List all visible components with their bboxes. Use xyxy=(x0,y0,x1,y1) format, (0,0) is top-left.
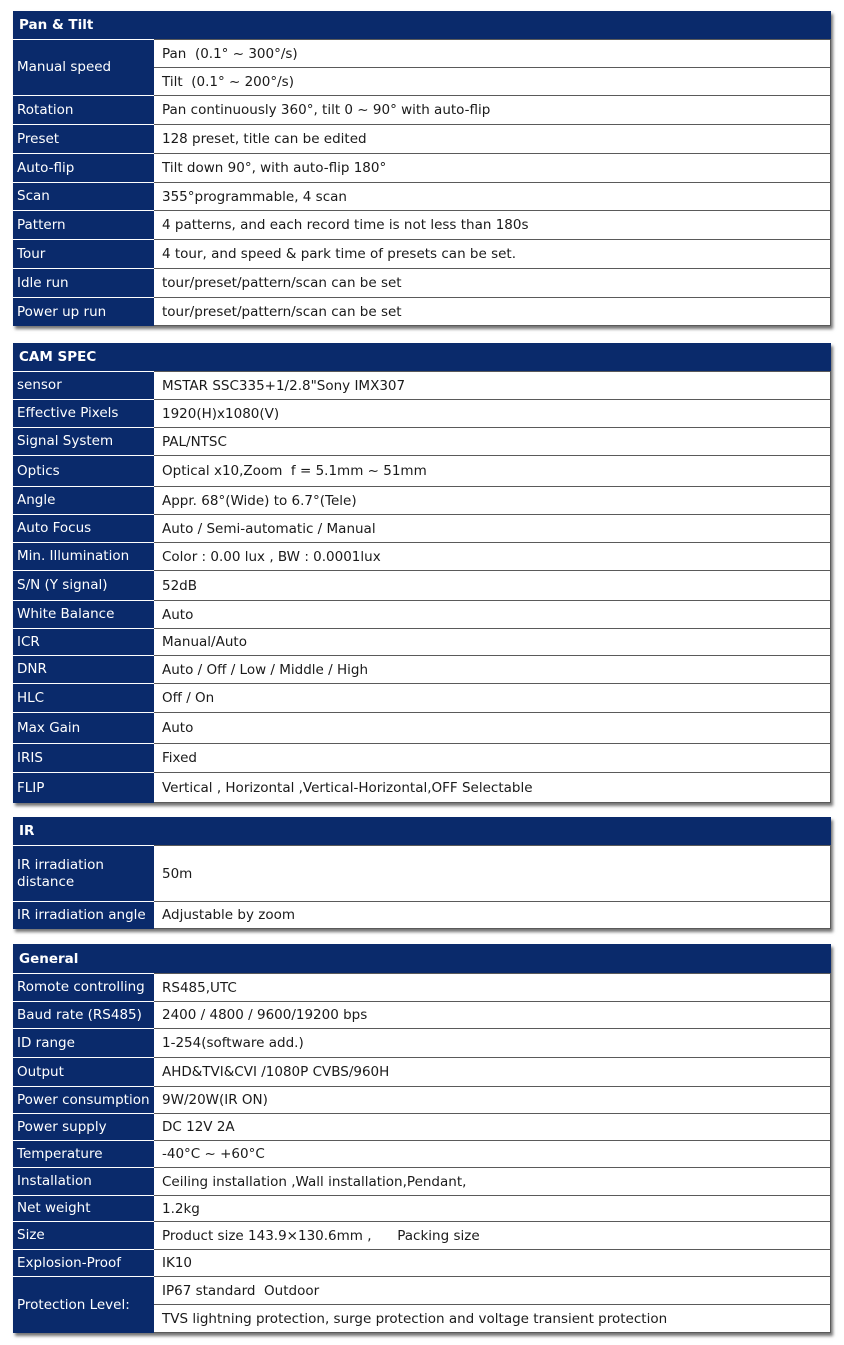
spec-values xyxy=(154,973,831,1001)
spec-row xyxy=(13,1113,831,1140)
spec-row xyxy=(13,683,831,712)
spec-value: Appr. 68°(Wide) to 6.7°(Tele) xyxy=(154,486,831,514)
spec-row xyxy=(13,399,831,427)
spec-values xyxy=(154,124,831,153)
spec-values xyxy=(154,845,831,901)
spec-value: Auto / Off / Low / Middle / High xyxy=(154,655,831,683)
spec-row xyxy=(13,570,831,600)
spec-row xyxy=(13,1195,831,1221)
spec-row xyxy=(13,486,831,514)
spec-values xyxy=(154,371,831,399)
spec-label: Scan xyxy=(13,182,154,210)
spec-row xyxy=(13,1140,831,1167)
spec-label: White Balance xyxy=(13,600,154,628)
spec-value: Auto xyxy=(154,712,831,743)
spec-values xyxy=(154,486,831,514)
spec-value: Vertical , Horizontal ,Vertical-Horizontal,OFF Selectable xyxy=(154,772,831,803)
spec-label: Preset xyxy=(13,124,154,153)
spec-label: sensor xyxy=(13,371,154,399)
spec-value: IP67 standard Outdoor xyxy=(154,1276,831,1304)
spec-label: Max Gain xyxy=(13,712,154,743)
spec-values xyxy=(154,600,831,628)
spec-values xyxy=(154,39,831,95)
spec-values xyxy=(154,95,831,124)
spec-value: MSTAR SSC335+1/2.8"Sony IMX307 xyxy=(154,371,831,399)
spec-values xyxy=(154,1086,831,1113)
spec-row xyxy=(13,1001,831,1028)
spec-values xyxy=(154,455,831,486)
spec-label: Pattern xyxy=(13,210,154,239)
spec-row xyxy=(13,239,831,268)
spec-values xyxy=(154,210,831,239)
spec-value: Fixed xyxy=(154,743,831,772)
spec-label: Installation xyxy=(13,1167,154,1195)
section-title: General xyxy=(13,944,831,973)
spec-values xyxy=(154,1001,831,1028)
spec-value: Optical x10,Zoom f = 5.1mm ~ 51mm xyxy=(154,455,831,486)
spec-label: Net weight xyxy=(13,1195,154,1221)
spec-label: Power up run xyxy=(13,297,154,326)
spec-value: Product size 143.9×130.6mm , Packing size xyxy=(154,1221,831,1249)
spec-label: Auto-flip xyxy=(13,153,154,182)
spec-value: Pan (0.1° ~ 300°/s) xyxy=(154,39,831,67)
spec-values xyxy=(154,542,831,570)
spec-label: Auto Focus xyxy=(13,514,154,542)
spec-label: IRIS xyxy=(13,743,154,772)
spec-values xyxy=(154,1221,831,1249)
spec-row xyxy=(13,153,831,182)
spec-value: RS485,UTC xyxy=(154,973,831,1001)
spec-value: 355°programmable, 4 scan xyxy=(154,182,831,210)
section-title: IR xyxy=(13,817,831,845)
spec-values xyxy=(154,743,831,772)
spec-row xyxy=(13,772,831,803)
spec-value: 128 preset, title can be edited xyxy=(154,124,831,153)
spec-label: HLC xyxy=(13,683,154,712)
spec-value: 50m xyxy=(154,845,831,901)
spec-label: IR irradiation angle xyxy=(13,901,154,929)
spec-label: Romote controlling xyxy=(13,973,154,1001)
spec-label: Tour xyxy=(13,239,154,268)
spec-row xyxy=(13,712,831,743)
spec-label: S/N (Y signal) xyxy=(13,570,154,600)
section-pan-tilt xyxy=(13,11,831,326)
spec-label: Idle run xyxy=(13,268,154,297)
spec-values xyxy=(154,683,831,712)
spec-label: Rotation xyxy=(13,95,154,124)
spec-value: IK10 xyxy=(154,1249,831,1276)
spec-value: DC 12V 2A xyxy=(154,1113,831,1140)
spec-value: 2400 / 4800 / 9600/19200 bps xyxy=(154,1001,831,1028)
spec-values xyxy=(154,1028,831,1057)
spec-label: Signal System xyxy=(13,427,154,455)
section-general xyxy=(13,944,831,1333)
spec-label: Output xyxy=(13,1057,154,1086)
spec-values xyxy=(154,772,831,803)
spec-label: Protection Level: xyxy=(13,1276,154,1333)
spec-row xyxy=(13,455,831,486)
spec-row xyxy=(13,743,831,772)
spec-row xyxy=(13,1221,831,1249)
spec-values xyxy=(154,655,831,683)
spec-row xyxy=(13,427,831,455)
spec-label: ID range xyxy=(13,1028,154,1057)
spec-value: TVS lightning protection, surge protection and voltage transient protection xyxy=(154,1304,831,1333)
spec-label: DNR xyxy=(13,655,154,683)
spec-value: PAL/NTSC xyxy=(154,427,831,455)
spec-value: 1.2kg xyxy=(154,1195,831,1221)
spec-value: Auto / Semi-automatic / Manual xyxy=(154,514,831,542)
spec-values xyxy=(154,1140,831,1167)
spec-values xyxy=(154,399,831,427)
spec-label: Optics xyxy=(13,455,154,486)
spec-row xyxy=(13,600,831,628)
spec-value: tour/preset/pattern/scan can be set xyxy=(154,268,831,297)
spec-row xyxy=(13,297,831,326)
spec-label: FLIP xyxy=(13,772,154,803)
spec-label: IR irradiation distance xyxy=(13,845,154,901)
spec-value: Color : 0.00 lux , BW : 0.0001lux xyxy=(154,542,831,570)
spec-value: 1-254(software add.) xyxy=(154,1028,831,1057)
spec-row xyxy=(13,182,831,210)
spec-row xyxy=(13,845,831,901)
spec-values xyxy=(154,712,831,743)
section-title: Pan & Tilt xyxy=(13,11,831,39)
spec-value: tour/preset/pattern/scan can be set xyxy=(154,297,831,326)
spec-row xyxy=(13,39,831,95)
spec-values xyxy=(154,1057,831,1086)
spec-value: Tilt (0.1° ~ 200°/s) xyxy=(154,67,831,95)
spec-label: Size xyxy=(13,1221,154,1249)
spec-row xyxy=(13,542,831,570)
spec-values xyxy=(154,153,831,182)
spec-row xyxy=(13,973,831,1001)
spec-values xyxy=(154,1276,831,1333)
spec-row xyxy=(13,1086,831,1113)
spec-value: 4 tour, and speed & park time of presets can be set. xyxy=(154,239,831,268)
spec-label: Power supply xyxy=(13,1113,154,1140)
spec-value: Auto xyxy=(154,600,831,628)
spec-row xyxy=(13,1249,831,1276)
spec-row xyxy=(13,95,831,124)
spec-label: Temperature xyxy=(13,1140,154,1167)
spec-value: Pan continuously 360°, tilt 0 ~ 90° with auto-flip xyxy=(154,95,831,124)
spec-label: ICR xyxy=(13,628,154,655)
spec-values xyxy=(154,268,831,297)
spec-label: Explosion-Proof xyxy=(13,1249,154,1276)
spec-label: Angle xyxy=(13,486,154,514)
spec-values xyxy=(154,427,831,455)
spec-row xyxy=(13,514,831,542)
spec-values xyxy=(154,1195,831,1221)
spec-row xyxy=(13,1276,831,1333)
spec-value: 52dB xyxy=(154,570,831,600)
spec-value: Tilt down 90°, with auto-flip 180° xyxy=(154,153,831,182)
section-cam-spec xyxy=(13,343,831,803)
spec-values xyxy=(154,1167,831,1195)
spec-values xyxy=(154,1249,831,1276)
spec-row xyxy=(13,655,831,683)
spec-label: Min. Illumination xyxy=(13,542,154,570)
spec-values xyxy=(154,570,831,600)
spec-row xyxy=(13,901,831,929)
spec-row xyxy=(13,1028,831,1057)
spec-values xyxy=(154,901,831,929)
spec-label: Baud rate (RS485) xyxy=(13,1001,154,1028)
spec-value: 1920(H)x1080(V) xyxy=(154,399,831,427)
section-ir xyxy=(13,817,831,929)
spec-row xyxy=(13,371,831,399)
spec-row xyxy=(13,1057,831,1086)
spec-label: Power consumption xyxy=(13,1086,154,1113)
spec-values xyxy=(154,239,831,268)
spec-label: Manual speed xyxy=(13,39,154,95)
spec-value: 9W/20W(IR ON) xyxy=(154,1086,831,1113)
spec-value: Ceiling installation ,Wall installation,Pendant, xyxy=(154,1167,831,1195)
spec-label: Effective Pixels xyxy=(13,399,154,427)
spec-row xyxy=(13,1167,831,1195)
spec-value: 4 patterns, and each record time is not less than 180s xyxy=(154,210,831,239)
spec-value: Manual/Auto xyxy=(154,628,831,655)
spec-row xyxy=(13,268,831,297)
spec-values xyxy=(154,297,831,326)
spec-value: Adjustable by zoom xyxy=(154,901,831,929)
spec-value: AHD&TVI&CVI /1080P CVBS/960H xyxy=(154,1057,831,1086)
spec-values xyxy=(154,182,831,210)
spec-values xyxy=(154,514,831,542)
section-title: CAM SPEC xyxy=(13,343,831,371)
spec-row xyxy=(13,124,831,153)
spec-value: Off / On xyxy=(154,683,831,712)
spec-row xyxy=(13,628,831,655)
spec-values xyxy=(154,628,831,655)
spec-row xyxy=(13,210,831,239)
spec-values xyxy=(154,1113,831,1140)
spec-value: -40°C ~ +60°C xyxy=(154,1140,831,1167)
